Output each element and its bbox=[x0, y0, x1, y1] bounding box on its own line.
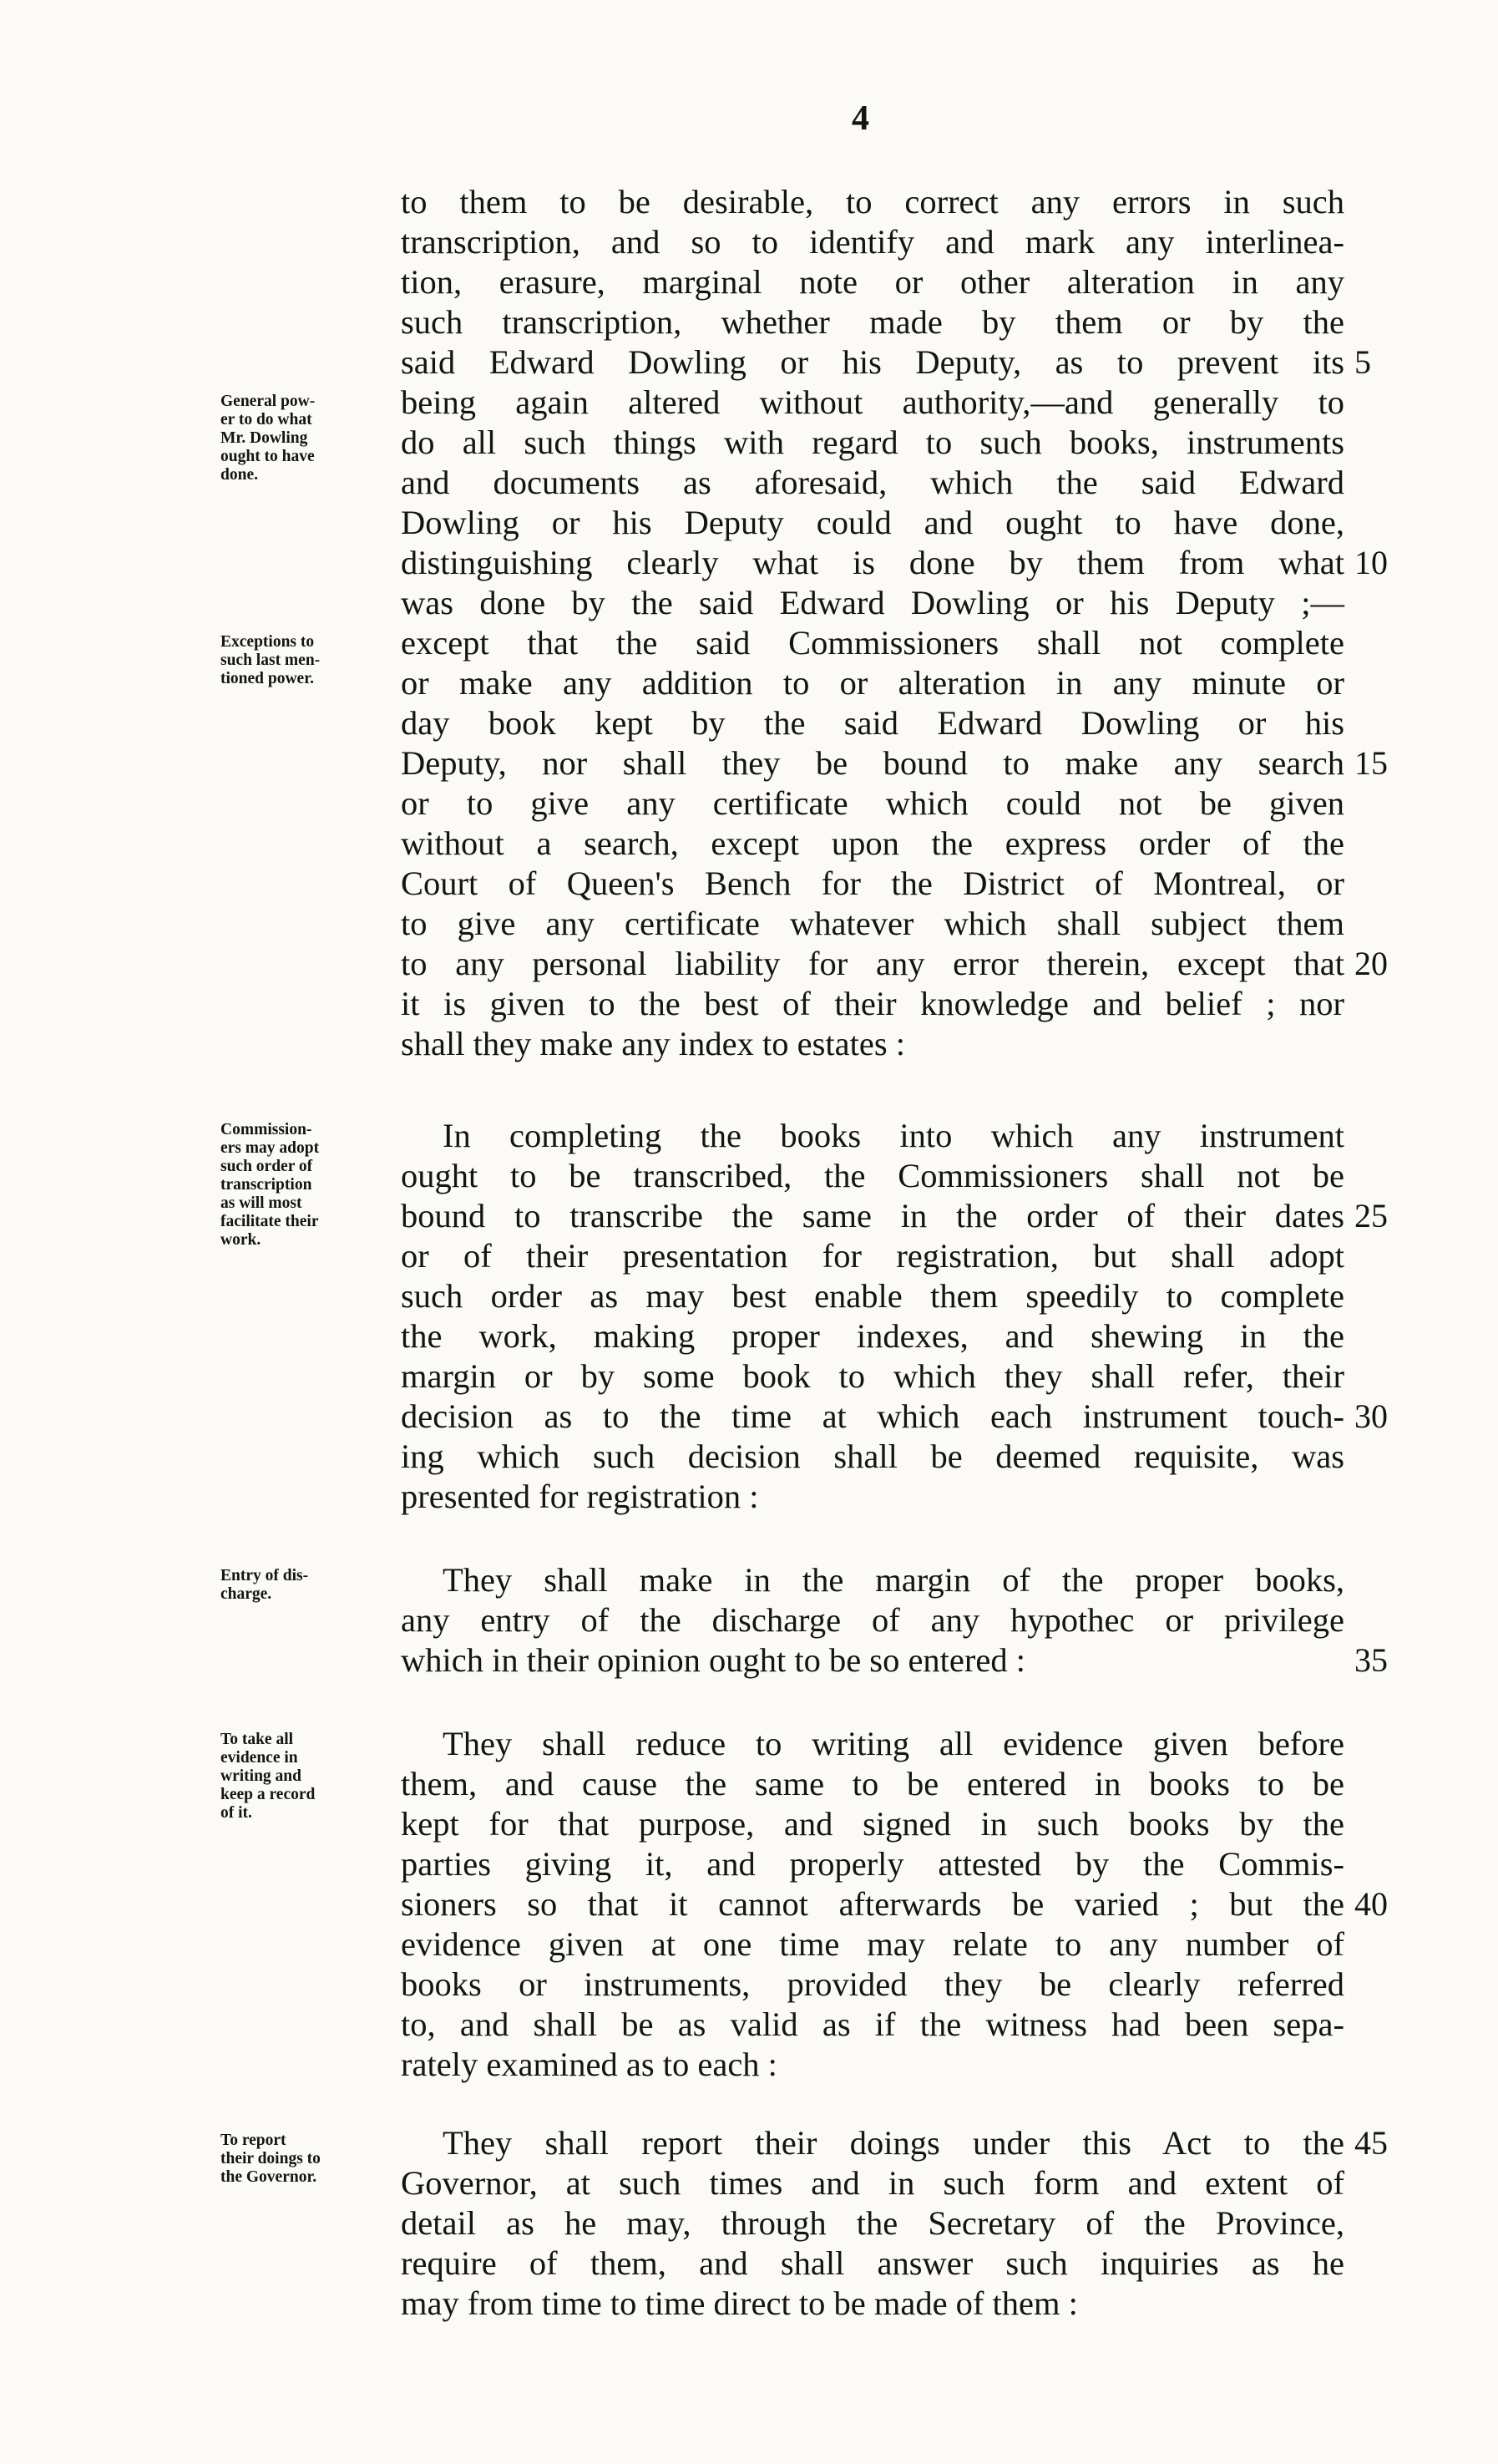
text-line: require of them, and shall answer such inquiries as he bbox=[401, 2244, 1344, 2282]
text-line: which in their opinion ought to be so entered : bbox=[401, 1641, 1025, 1679]
text-line: may from time to time direct to be made of them : bbox=[401, 2284, 1078, 2322]
margin-note bbox=[220, 1121, 387, 1250]
margin-note-line: charge. bbox=[220, 1585, 272, 1603]
text-line: was done by the said Edward Dowling or his Deputy ;— bbox=[401, 584, 1344, 621]
text-line: In completing the books into which any instrument bbox=[443, 1117, 1344, 1154]
text-line: and documents as aforesaid, which the said Edward bbox=[401, 464, 1344, 501]
margin-note-line: er to do what bbox=[220, 411, 312, 428]
margin-note-line: such last men- bbox=[220, 651, 321, 669]
text-line: it is given to the best of their knowledge and belief ; nor bbox=[401, 985, 1344, 1022]
text-line: presented for registration : bbox=[401, 1478, 759, 1515]
text-line: They shall report their doings under this Act to the bbox=[443, 2124, 1344, 2162]
text-line: said Edward Dowling or his Deputy, as to prevent its bbox=[401, 343, 1344, 381]
margin-note-line: as will most bbox=[220, 1194, 302, 1212]
margin-note-line: evidence in bbox=[220, 1749, 298, 1767]
text-line: margin or by some book to which they shall refer, their bbox=[401, 1357, 1344, 1395]
text-line: the work, making proper indexes, and shewing in the bbox=[401, 1317, 1344, 1355]
margin-note-line: done. bbox=[220, 466, 258, 484]
margin-note-line: To report bbox=[220, 2132, 286, 2149]
text-line: kept for that purpose, and signed in such books by the bbox=[401, 1805, 1344, 1843]
margin-note-line: Commission- bbox=[220, 1121, 312, 1138]
text-line: or of their presentation for registration, but shall adopt bbox=[401, 1237, 1344, 1275]
margin-note bbox=[220, 2132, 387, 2187]
text-line: tion, erasure, marginal note or other alteration in any bbox=[401, 263, 1344, 301]
margin-note-line: writing and bbox=[220, 1767, 301, 1785]
margin-note-line: ought to have bbox=[220, 448, 315, 465]
text-line: They shall reduce to writing all evidence given before bbox=[443, 1725, 1344, 1762]
margin-note-line: of it. bbox=[220, 1804, 252, 1822]
line-number: 30 bbox=[1354, 1397, 1388, 1435]
line-number: 10 bbox=[1354, 544, 1388, 581]
margin-note-line: Mr. Dowling bbox=[220, 429, 308, 447]
line-number: 25 bbox=[1354, 1197, 1388, 1235]
text-line: or to give any certificate which could not be given bbox=[401, 784, 1344, 822]
text-line: ought to be transcribed, the Commissioners shall not be bbox=[401, 1157, 1344, 1194]
margin-note-line: the Governor. bbox=[220, 2168, 317, 2186]
text-line: to give any certificate whatever which shall subject them bbox=[401, 905, 1344, 942]
page-number: 4 bbox=[852, 99, 869, 138]
text-line: being again altered without authority,—and generally to bbox=[401, 383, 1344, 421]
text-line: to them to be desirable, to correct any errors in such bbox=[401, 183, 1344, 221]
line-number: 40 bbox=[1354, 1885, 1388, 1923]
text-line: Deputy, nor shall they be bound to make any search bbox=[401, 744, 1344, 782]
text-line: any entry of the discharge of any hypothec or privilege bbox=[401, 1601, 1344, 1639]
margin-note bbox=[220, 1567, 387, 1604]
line-number: 20 bbox=[1354, 945, 1388, 982]
text-line: evidence given at one time may relate to any number of bbox=[401, 1925, 1344, 1963]
margin-note-line: facilitate their bbox=[220, 1213, 319, 1230]
text-line: Court of Queen's Bench for the District of Montreal, or bbox=[401, 864, 1344, 902]
text-line: decision as to the time at which each instrument touch- bbox=[401, 1397, 1344, 1435]
text-line: do all such things with regard to such books, instruments bbox=[401, 423, 1344, 461]
text-line: day book kept by the said Edward Dowling or his bbox=[401, 704, 1344, 742]
text-line: such transcription, whether made by them or by the bbox=[401, 303, 1344, 341]
line-number: 15 bbox=[1354, 744, 1388, 782]
text-line: Dowling or his Deputy could and ought to have done, bbox=[401, 504, 1344, 541]
text-line: parties giving it, and properly attested by the Commis- bbox=[401, 1845, 1344, 1883]
margin-note-line: To take all bbox=[220, 1731, 294, 1748]
text-line: They shall make in the margin of the proper books, bbox=[443, 1561, 1344, 1599]
text-line: except that the said Commissioners shall not complete bbox=[401, 624, 1344, 662]
text-line: without a search, except upon the express order of the bbox=[401, 824, 1344, 862]
margin-note-line: keep a record bbox=[220, 1786, 316, 1803]
margin-note bbox=[220, 393, 387, 484]
text-line: transcription, and so to identify and mark any interlinea- bbox=[401, 223, 1344, 261]
text-line: bound to transcribe the same in the order of their dates bbox=[401, 1197, 1344, 1235]
text-line: shall they make any index to estates : bbox=[401, 1025, 905, 1062]
margin-note-line: Entry of dis- bbox=[220, 1567, 309, 1584]
text-line: distinguishing clearly what is done by them from what bbox=[401, 544, 1344, 581]
text-line: to, and shall be as valid as if the witness had been sepa- bbox=[401, 2005, 1344, 2043]
line-number: 35 bbox=[1354, 1641, 1388, 1679]
margin-note-line: tioned power. bbox=[220, 670, 314, 687]
margin-note-line: General pow- bbox=[220, 393, 316, 410]
margin-note-line: such order of bbox=[220, 1158, 313, 1175]
text-line: to any personal liability for any error therein, except that bbox=[401, 945, 1344, 982]
text-line: detail as he may, through the Secretary of the Province, bbox=[401, 2204, 1344, 2242]
line-number: 5 bbox=[1354, 343, 1371, 381]
margin-note-line: transcription bbox=[220, 1176, 312, 1194]
text-line: sioners so that it cannot afterwards be varied ; but the bbox=[401, 1885, 1344, 1923]
text-line: such order as may best enable them speedily to complete bbox=[401, 1277, 1344, 1315]
line-number: 45 bbox=[1354, 2124, 1388, 2162]
text-line: them, and cause the same to be entered in books to be bbox=[401, 1765, 1344, 1802]
text-line: Governor, at such times and in such form and extent of bbox=[401, 2164, 1344, 2202]
margin-note-line: Exceptions to bbox=[220, 633, 315, 651]
margin-note bbox=[220, 633, 387, 688]
margin-note-line: work. bbox=[220, 1231, 261, 1249]
margin-note-line: their doings to bbox=[220, 2150, 321, 2167]
text-line: ing which such decision shall be deemed requisite, was bbox=[401, 1437, 1344, 1475]
text-line: or make any addition to or alteration in any minute or bbox=[401, 664, 1344, 702]
text-line: rately examined as to each : bbox=[401, 2046, 777, 2083]
text-line: books or instruments, provided they be clearly referred bbox=[401, 1965, 1344, 2003]
margin-note bbox=[220, 1731, 387, 1823]
margin-note-line: ers may adopt bbox=[220, 1139, 320, 1157]
